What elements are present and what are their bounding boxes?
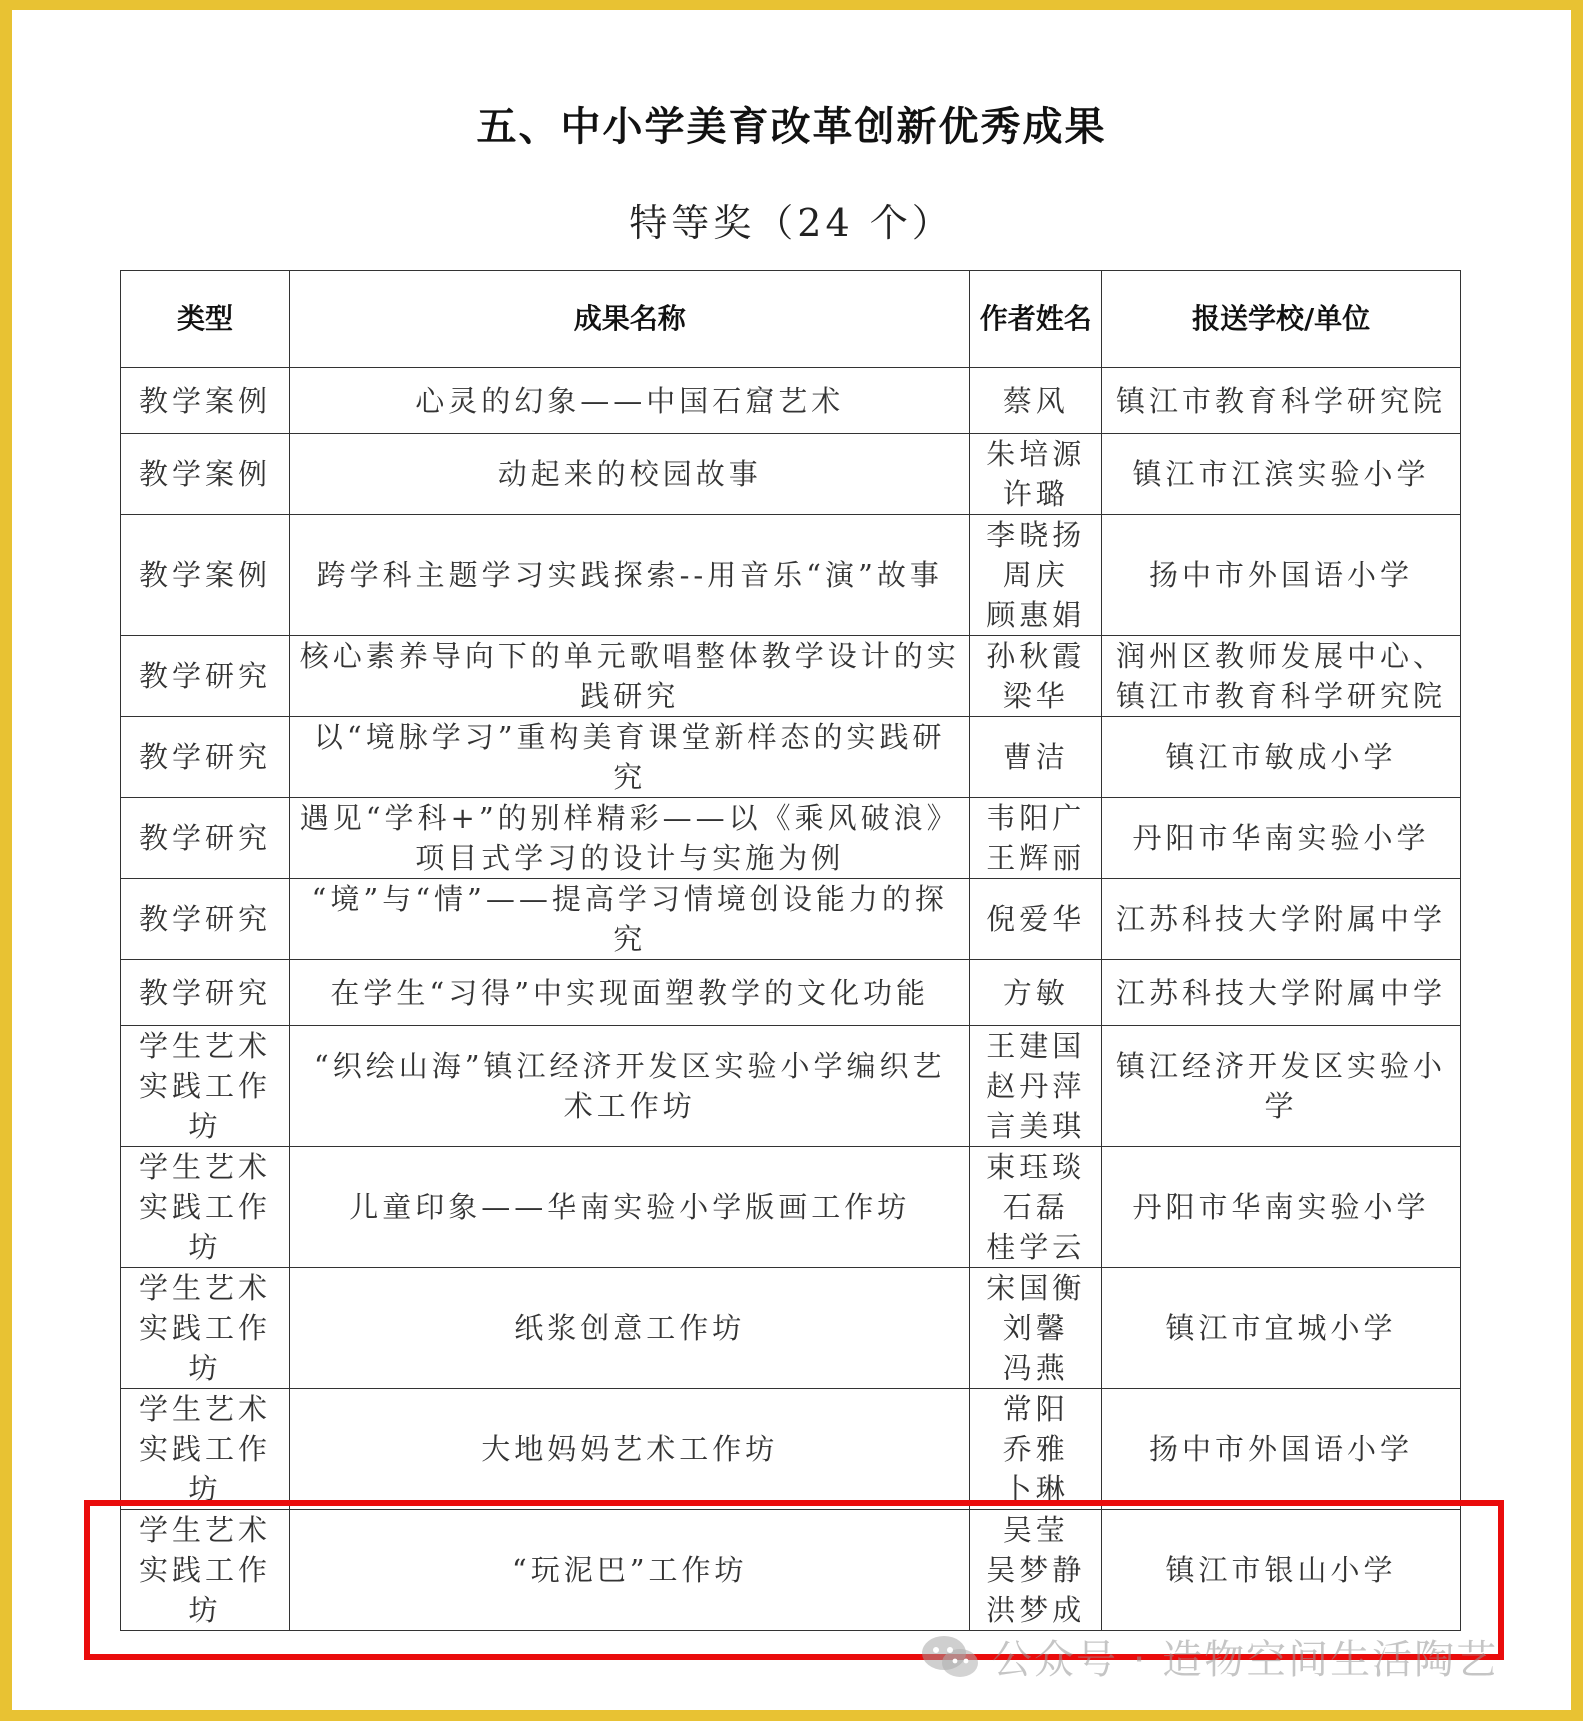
table-row <box>121 960 1461 1026</box>
cell-type <box>121 515 290 636</box>
cell-name <box>290 515 970 636</box>
cell-unit <box>1102 1026 1461 1147</box>
cell-authors-text: 王建国 赵丹萍 言美琪 <box>986 1029 1086 1143</box>
cell-type-text: 学生艺术实践工作坊 <box>138 1029 271 1143</box>
cell-unit-text: 镇江市银山小学 <box>1165 1553 1397 1587</box>
cell-name-text: 跨学科主题学习实践探索--用音乐“演”故事 <box>316 558 943 592</box>
cell-unit <box>1102 798 1461 879</box>
cell-name-text: 儿童印象——华南实验小学版画工作坊 <box>349 1190 911 1224</box>
table-row <box>121 798 1461 879</box>
cell-unit-text: 镇江市敏成小学 <box>1165 740 1397 774</box>
table-body <box>121 368 1461 1631</box>
cell-type <box>121 1268 290 1389</box>
cell-name-text: 以“境脉学习”重构美育课堂新样态的实践研究 <box>313 720 946 794</box>
cell-name-text: 在学生“习得”中实现面塑教学的文化功能 <box>330 975 930 1010</box>
cell-name-text: 动起来的校园故事 <box>497 457 762 491</box>
cell-unit-text: 镇江市教育科学研究院 <box>1116 383 1447 418</box>
table-row <box>121 879 1461 960</box>
table-row <box>121 1026 1461 1147</box>
cell-name-text: “境”与“情”——提高学习情境创设能力的探究 <box>311 882 948 956</box>
cell-name <box>290 1026 970 1147</box>
cell-type-text: 教学案例 <box>138 383 271 418</box>
cell-unit-text: 丹阳市华南实验小学 <box>1132 1190 1430 1224</box>
cell-name <box>290 717 970 798</box>
cell-unit <box>1102 434 1461 515</box>
cell-authors <box>970 1268 1102 1389</box>
cell-authors-text: 吴莹 吴梦静 洪梦成 <box>986 1513 1086 1627</box>
cell-unit-text: 润州区教师发展中心、镇江市教育科学研究院 <box>1116 639 1447 713</box>
cell-type-text: 教学研究 <box>138 659 271 693</box>
cell-authors <box>970 1026 1102 1147</box>
cell-unit-text: 镇江市宜城小学 <box>1165 1311 1397 1345</box>
cell-type <box>121 636 290 717</box>
wechat-icon <box>918 1633 982 1681</box>
header-authors: 作者姓名 <box>970 271 1102 368</box>
cell-type-text: 学生艺术实践工作坊 <box>138 1271 271 1385</box>
cell-type <box>121 434 290 515</box>
award-level-heading: 特等奖（24 个） <box>629 201 954 245</box>
cell-type <box>121 1026 290 1147</box>
cell-type <box>121 960 290 1026</box>
cell-authors <box>970 1147 1102 1268</box>
cell-unit-text: 江苏科技大学附属中学 <box>1116 975 1447 1010</box>
cell-type-text: 教学研究 <box>138 740 271 774</box>
cell-authors <box>970 798 1102 879</box>
cell-authors-text: 宋国衡 刘馨 冯燕 <box>986 1271 1086 1385</box>
cell-unit-text: 扬中市外国语小学 <box>1149 1432 1414 1466</box>
cell-name-text: “织绘山海”镇江经济开发区实验小学编织艺术工作坊 <box>313 1049 946 1123</box>
cell-unit <box>1102 515 1461 636</box>
watermark-text: 公众号 · 造物空间生活陶艺 <box>992 1637 1499 1683</box>
cell-unit-text: 扬中市外国语小学 <box>1149 558 1414 592</box>
cell-authors-text: 倪爱华 <box>986 902 1086 936</box>
cell-authors-text: 方敏 <box>1002 975 1069 1010</box>
cell-type-text: 教学研究 <box>138 821 271 855</box>
cell-name <box>290 798 970 879</box>
cell-type-text: 教学研究 <box>138 902 271 936</box>
header-unit: 报送学校/单位 <box>1102 271 1461 368</box>
table-header-row <box>121 271 1461 368</box>
cell-authors <box>970 960 1102 1026</box>
watermark <box>918 1628 1498 1685</box>
cell-authors <box>970 434 1102 515</box>
cell-authors-text: 常阳 乔雅 卜琳 <box>1002 1392 1069 1506</box>
cell-name-text: 纸浆创意工作坊 <box>514 1311 746 1345</box>
cell-authors-text: 束珏琰 石磊 桂学云 <box>986 1150 1086 1264</box>
awards-table <box>120 270 1461 1631</box>
table-row <box>121 1268 1461 1389</box>
cell-name <box>290 434 970 515</box>
header-name: 成果名称 <box>290 271 970 368</box>
cell-type <box>121 717 290 798</box>
table-row <box>121 1389 1461 1510</box>
cell-authors-text: 曹洁 <box>1002 740 1069 774</box>
cell-authors <box>970 717 1102 798</box>
page-title: 五、中小学美育改革创新优秀成果 <box>476 104 1107 150</box>
table-row <box>121 434 1461 515</box>
cell-type <box>121 879 290 960</box>
cell-type-text: 学生艺术实践工作坊 <box>138 1150 271 1264</box>
cell-unit <box>1102 717 1461 798</box>
cell-unit-text: 丹阳市华南实验小学 <box>1132 821 1430 855</box>
cell-unit <box>1102 368 1461 434</box>
cell-authors-text: 朱培源 许璐 <box>986 437 1086 511</box>
cell-unit <box>1102 636 1461 717</box>
table-row <box>121 368 1461 434</box>
cell-name-text: 心灵的幻象——中国石窟艺术 <box>415 383 845 418</box>
cell-authors-text: 孙秋霞 梁华 <box>986 639 1086 713</box>
header-type: 类型 <box>121 271 290 368</box>
cell-type <box>121 368 290 434</box>
cell-unit <box>1102 1268 1461 1389</box>
cell-name <box>290 879 970 960</box>
cell-authors <box>970 636 1102 717</box>
cell-authors <box>970 368 1102 434</box>
cell-unit-text: 镇江经济开发区实验小学 <box>1116 1049 1447 1123</box>
cell-type-text: 教学研究 <box>138 975 271 1010</box>
cell-name-text: 遇见“学科+”的别样精彩——以《乘风破浪》项目式学习的设计与实施为例 <box>299 801 960 875</box>
cell-type-text: 教学案例 <box>138 457 271 491</box>
cell-type-text: 学生艺术实践工作坊 <box>138 1513 271 1627</box>
cell-authors-text: 李晓扬 周庆 顾惠娟 <box>986 518 1086 632</box>
cell-name <box>290 636 970 717</box>
cell-name <box>290 1147 970 1268</box>
cell-name <box>290 960 970 1026</box>
cell-authors-text: 韦阳广 王辉丽 <box>986 801 1086 875</box>
cell-type <box>121 1389 290 1510</box>
cell-authors <box>970 515 1102 636</box>
cell-name-text: 核心素养导向下的单元歌唱整体教学设计的实践研究 <box>299 639 960 713</box>
cell-type <box>121 1147 290 1268</box>
cell-unit <box>1102 960 1461 1026</box>
cell-type-text: 学生艺术实践工作坊 <box>138 1392 271 1506</box>
cell-authors <box>970 879 1102 960</box>
cell-unit <box>1102 879 1461 960</box>
table-row <box>121 636 1461 717</box>
cell-unit <box>1102 1147 1461 1268</box>
cell-name-text: 大地妈妈艺术工作坊 <box>481 1432 779 1466</box>
cell-authors-text: 蔡风 <box>1002 383 1069 418</box>
cell-unit-text: 镇江市江滨实验小学 <box>1132 457 1430 491</box>
table-row <box>121 515 1461 636</box>
cell-name <box>290 368 970 434</box>
cell-name <box>290 1389 970 1510</box>
cell-type <box>121 798 290 879</box>
cell-name <box>290 1268 970 1389</box>
table-row <box>121 1147 1461 1268</box>
table-row <box>121 717 1461 798</box>
cell-unit-text: 江苏科技大学附属中学 <box>1116 902 1447 936</box>
cell-name-text: “玩泥巴”工作坊 <box>511 1553 748 1587</box>
cell-type-text: 教学案例 <box>138 558 271 592</box>
cell-unit <box>1102 1389 1461 1510</box>
cell-authors <box>970 1389 1102 1510</box>
